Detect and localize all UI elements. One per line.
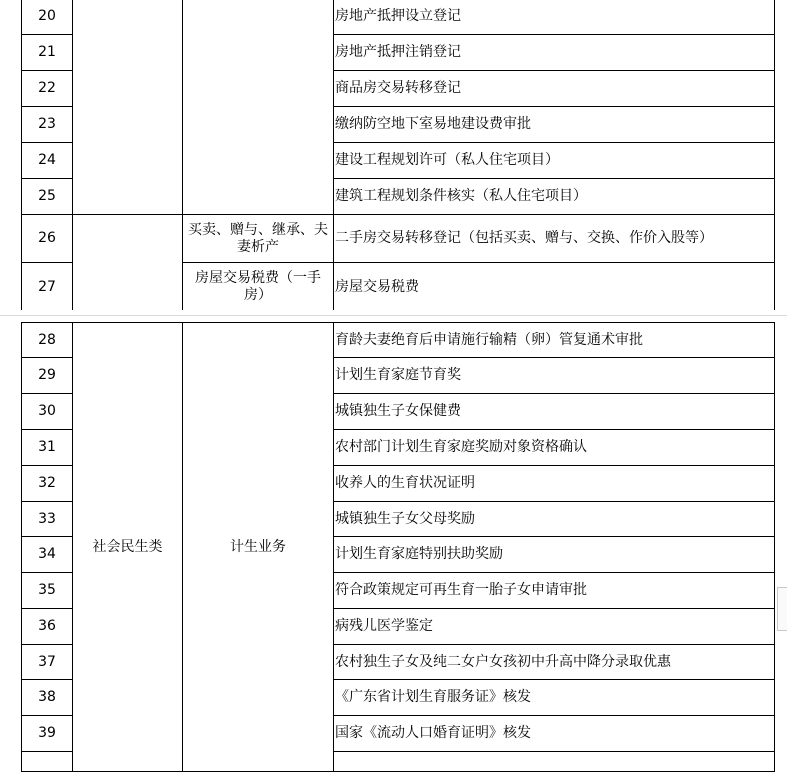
row-number: 20	[22, 0, 73, 35]
service-item: 房地产抵押设立登记	[334, 0, 775, 35]
service-item: 二手房交易转移登记（包括买卖、赠与、交换、作价入股等）	[334, 215, 775, 263]
table-row	[22, 323, 775, 358]
row-number: 32	[22, 466, 73, 502]
service-item: 农村部门计划生育家庭奖励对象资格确认	[334, 430, 775, 466]
row-number: 36	[22, 609, 73, 645]
service-table-bottom	[21, 322, 775, 772]
row-number: 39	[22, 716, 73, 752]
row-number: 37	[22, 645, 73, 680]
category-cell: 社会民生类	[73, 323, 183, 772]
subcategory-cell: 计生业务	[183, 323, 334, 772]
service-item: 计划生育家庭特别扶助奖励	[334, 537, 775, 573]
page-gap	[0, 310, 787, 322]
row-number: 28	[22, 323, 73, 358]
row-number: 27	[22, 263, 73, 312]
service-item: 建设工程规划许可（私人住宅项目）	[334, 143, 775, 179]
row-number: 30	[22, 394, 73, 430]
service-item-empty	[334, 752, 775, 772]
row-number: 33	[22, 502, 73, 537]
row-number: 21	[22, 35, 73, 71]
service-table-top	[21, 0, 775, 312]
category-cell-empty	[73, 0, 183, 215]
row-number: 26	[22, 215, 73, 263]
row-number: 24	[22, 143, 73, 179]
subcategory-cell: 房屋交易税费（一手房）	[183, 263, 334, 312]
row-number: 31	[22, 430, 73, 466]
row-number: 22	[22, 71, 73, 107]
row-number: 35	[22, 573, 73, 609]
service-item: 病残儿医学鉴定	[334, 609, 775, 645]
page-break-line	[0, 315, 787, 316]
table-row	[22, 0, 775, 35]
subcategory-cell-empty	[183, 0, 334, 215]
service-item: 房地产抵押注销登记	[334, 35, 775, 71]
service-item: 符合政策规定可再生育一胎子女申请审批	[334, 573, 775, 609]
service-item: 育龄夫妻绝育后申请施行输精（卵）管复通术审批	[334, 323, 775, 358]
subcategory-cell: 买卖、赠与、继承、夫妻析产	[183, 215, 334, 263]
service-item: 房屋交易税费	[334, 263, 775, 312]
row-number: 25	[22, 179, 73, 215]
row-number-empty	[22, 752, 73, 772]
service-item: 缴纳防空地下室易地建设费审批	[334, 107, 775, 143]
service-item: 城镇独生子女父母奖励	[334, 502, 775, 537]
service-item: 农村独生子女及纯二女户女孩初中升高中降分录取优惠	[334, 645, 775, 680]
row-number: 29	[22, 358, 73, 394]
row-number: 23	[22, 107, 73, 143]
row-number: 38	[22, 680, 73, 716]
service-item: 城镇独生子女保健费	[334, 394, 775, 430]
service-item: 商品房交易转移登记	[334, 71, 775, 107]
service-item: 建筑工程规划条件核实（私人住宅项目）	[334, 179, 775, 215]
service-item: 《广东省计划生育服务证》核发	[334, 680, 775, 716]
scroll-edge-tab[interactable]	[777, 587, 787, 631]
service-item: 国家《流动人口婚育证明》核发	[334, 716, 775, 752]
service-item: 计划生育家庭节育奖	[334, 358, 775, 394]
row-number: 34	[22, 537, 73, 573]
table-row	[22, 215, 775, 263]
service-item: 收养人的生育状况证明	[334, 466, 775, 502]
category-cell-empty	[73, 215, 183, 312]
